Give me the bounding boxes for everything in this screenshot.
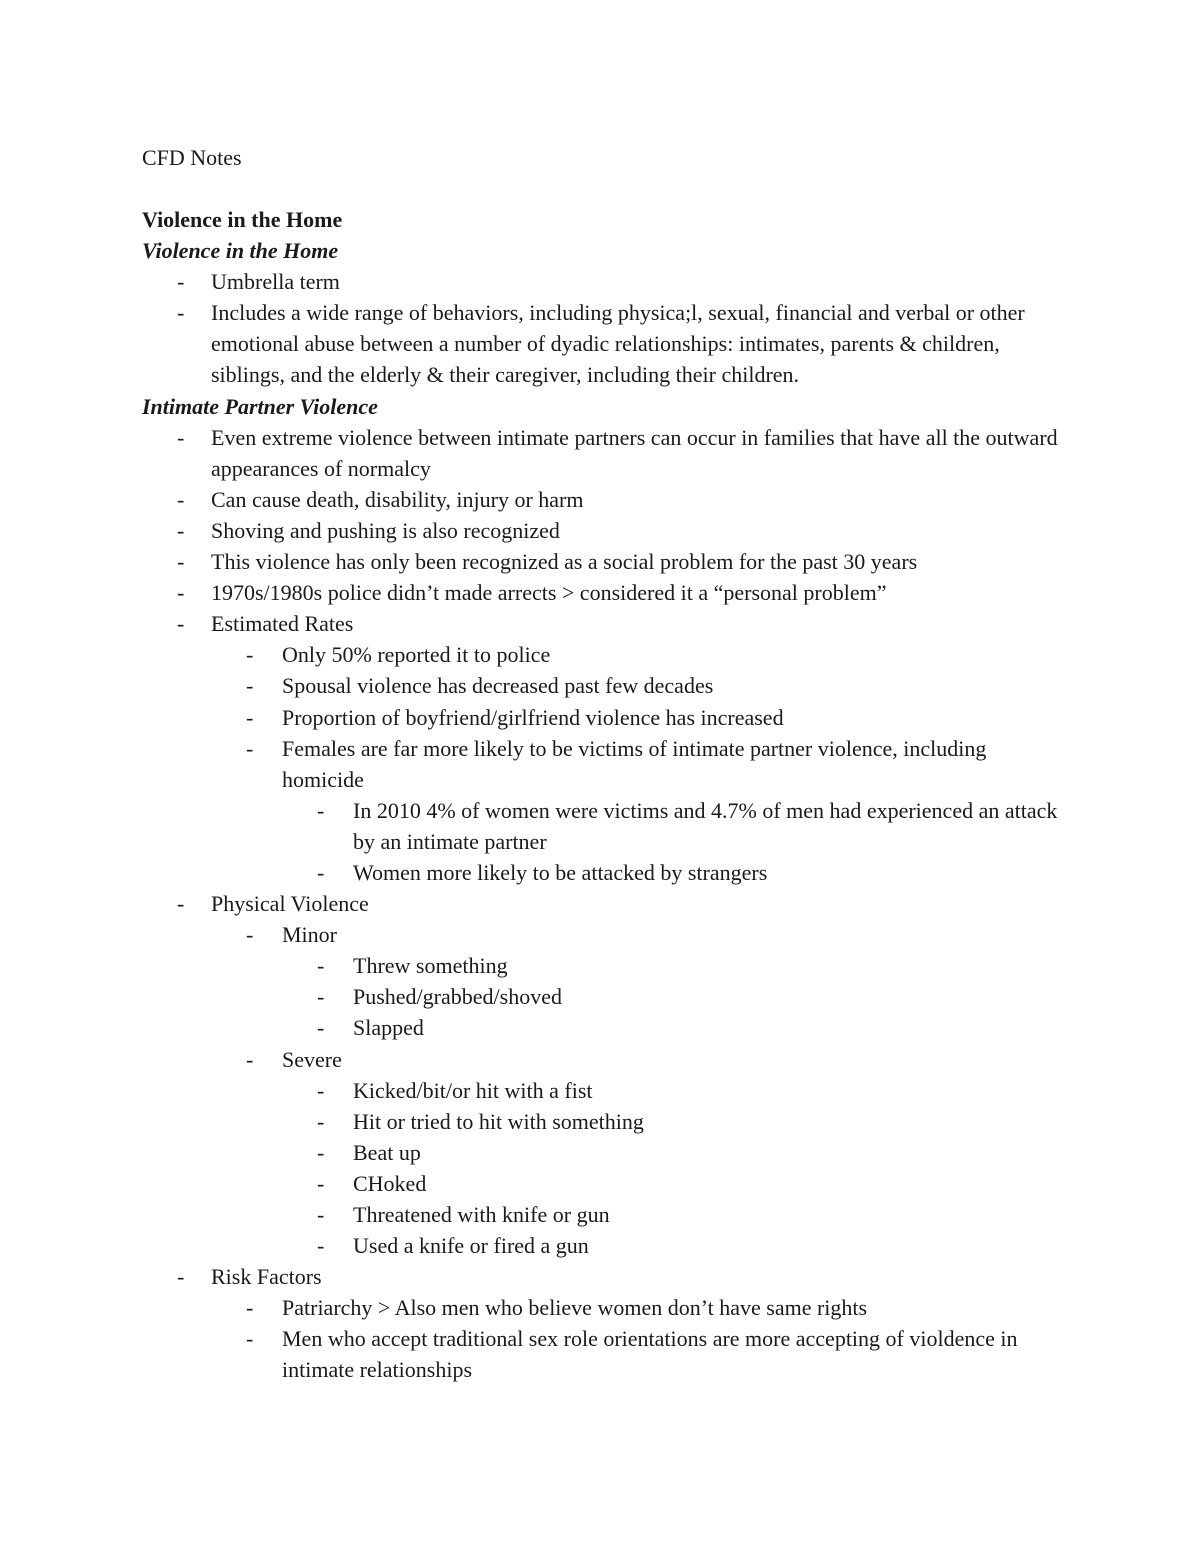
list-item: - Threatened with knife or gun <box>282 1199 1062 1230</box>
list-item-minor: - Minor - Threw something - Pushed/grabbed/shoved - Slapped <box>211 919 1062 1043</box>
list-item: - Includes a wide range of behaviors, including physica;l, sexual, financial and verbal or other emotional abuse between a number of dyadic relationships: intimates, parents & children, siblings, and the elderly & their caregiver, including their children. <box>142 297 1062 390</box>
risk-factors-list <box>142 1292 1062 1385</box>
list-item: - In 2010 4% of women were victims and 4.7% of men had experienced an attack by an intimate partner <box>282 795 1062 857</box>
subheading-violence-in-home: Violence in the Home <box>142 238 339 264</box>
list-item: - Patriarchy > Also men who believe women don’t have same rights <box>211 1292 1062 1323</box>
list-item: - Slapped <box>282 1012 1062 1043</box>
violence-in-home-list <box>142 266 1062 390</box>
list-item: - Spousal violence has decreased past few decades <box>211 670 1062 701</box>
list-item-physical-violence: - Physical Violence - Minor - Threw something - Pushed/grabbed/shoved - Slapped - Severe - Kicked/bit/or hit with a fist - Hit or tried to hit with something - Beat up - CHoked - Threatened with knife or gun - Used a knife or fired a gun <box>142 888 1062 1261</box>
list-item: - Women more likely to be attacked by strangers <box>282 857 1062 888</box>
list-item: - Beat up <box>282 1137 1062 1168</box>
list-item: - 1970s/1980s police didn’t made arrects > considered it a “personal problem” <box>142 577 1062 608</box>
list-item: - This violence has only been recognized as a social problem for the past 30 years <box>142 546 1062 577</box>
document-title: CFD Notes <box>142 145 242 170</box>
list-item: - Kicked/bit/or hit with a fist <box>282 1075 1062 1106</box>
list-item: - Used a knife or fired a gun <box>282 1230 1062 1261</box>
minor-list <box>282 950 1062 1043</box>
list-item: - Umbrella term <box>142 266 1062 297</box>
females-sub-list <box>282 795 1062 888</box>
estimated-rates-list <box>142 639 1062 888</box>
list-item-estimated-rates: - Estimated Rates - Only 50% reported it to police - Spousal violence has decreased past few decades - Proportion of boyfriend/girlfriend violence has increased - Females are far more likely to be victims of intimate partner violence, including homicide - In 2010 4% of women were victims and 4.7% of men had experienced an attack by an intimate partner - Women more likely to be attacked by strangers <box>142 608 1062 888</box>
list-item-severe: - Severe - Kicked/bit/or hit with a fist - Hit or tried to hit with something - Beat up - CHoked - Threatened with knife or gun - Used a knife or fired a gun <box>211 1044 1062 1262</box>
list-item: - Only 50% reported it to police <box>211 639 1062 670</box>
list-item: - Females are far more likely to be victims of intimate partner violence, including homicide - In 2010 4% of women were victims and 4.7% of men had experienced an attack by an intimate partner - Women more likely to be attacked by strangers <box>211 733 1062 888</box>
subheading-intimate-partner-violence: Intimate Partner Violence <box>142 393 378 419</box>
list-item: - Men who accept traditional sex role orientations are more accepting of violdence in intimate relationships <box>211 1323 1062 1385</box>
list-item: - Even extreme violence between intimate partners can occur in families that have all the outward appearances of normalcy <box>142 422 1062 484</box>
list-item: - Hit or tried to hit with something <box>282 1106 1062 1137</box>
list-item: - Can cause death, disability, injury or harm <box>142 484 1062 515</box>
document-body <box>142 204 1062 1386</box>
physical-violence-list <box>142 919 1062 1261</box>
list-item: - Proportion of boyfriend/girlfriend violence has increased <box>211 702 1062 733</box>
list-item: - Threw something <box>282 950 1062 981</box>
list-item: - Pushed/grabbed/shoved <box>282 981 1062 1012</box>
severe-list <box>282 1075 1062 1262</box>
list-item-risk-factors: - Risk Factors - Patriarchy > Also men who believe women don’t have same rights - Men who accept traditional sex role orientations are more accepting of violdence in intimate relationships <box>142 1261 1062 1385</box>
section-heading: Violence in the Home <box>142 207 343 232</box>
list-item: - CHoked <box>282 1168 1062 1199</box>
list-item: - Shoving and pushing is also recognized <box>142 515 1062 546</box>
ipv-list <box>142 422 1062 1386</box>
